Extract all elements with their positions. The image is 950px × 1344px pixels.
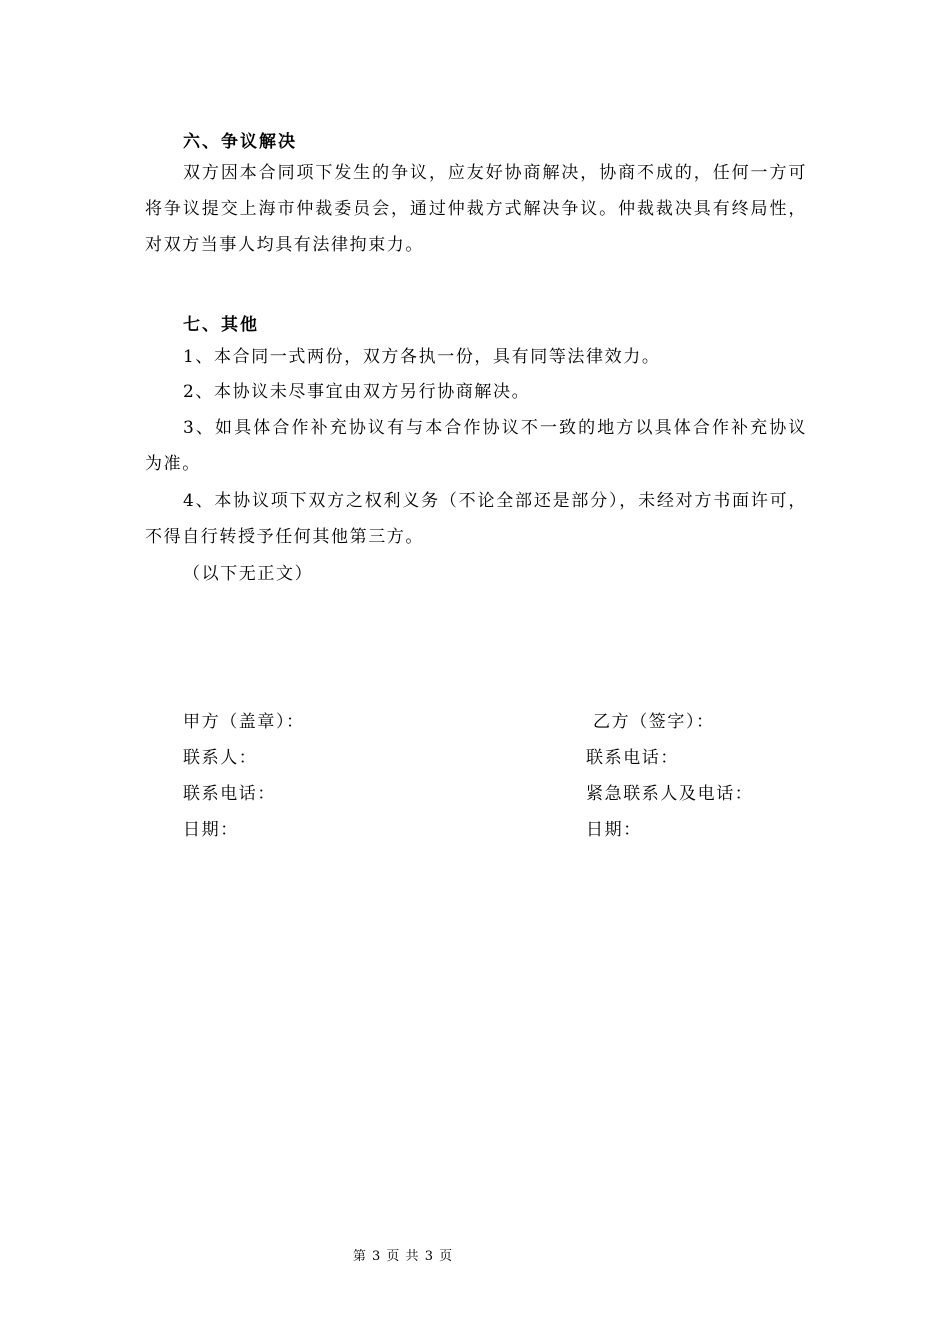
party-a-phone: 联系电话：: [183, 784, 276, 804]
section-7-item-1: 1、本合同一式两份，双方各执一份，具有同等法律效力。: [183, 347, 661, 367]
page-number-footer: 第 3 页 共 3 页: [352, 1249, 454, 1264]
section-7-item-3: 3、如具体合作补充协议有与本合作协议不一致的地方以具体合作补充协议为准。: [145, 418, 807, 474]
party-b-date: 日期：: [586, 820, 642, 840]
party-b-emergency-contact: 紧急联系人及电话：: [586, 784, 754, 804]
section-7-heading: 七、其他: [183, 315, 259, 335]
section-6-heading: 六、争议解决: [183, 132, 297, 152]
end-note: （以下无正文）: [183, 564, 314, 584]
section-6-body: 双方因本合同项下发生的争议，应友好协商解决，协商不成的，任何一方可将争议提交上海市仲裁委员会，通过仲裁方式解决争议。仲裁裁决具有终局性，对双方当事人均具有法律拘束力。: [145, 163, 807, 255]
party-a-title: 甲方（盖章）：: [183, 712, 305, 732]
party-b-title: 乙方（签字）：: [593, 712, 715, 732]
party-b-phone: 联系电话：: [586, 748, 679, 768]
party-a-date: 日期：: [183, 820, 239, 840]
party-a-contact: 联系人：: [183, 748, 258, 768]
section-7-item-4: 4、本协议项下双方之权利义务（不论全部还是部分），未经对方书面许可，不得自行转授予任何其他第三方。: [145, 491, 807, 547]
section-7-item-2: 2、本协议未尽事宜由双方另行协商解决。: [183, 382, 531, 402]
